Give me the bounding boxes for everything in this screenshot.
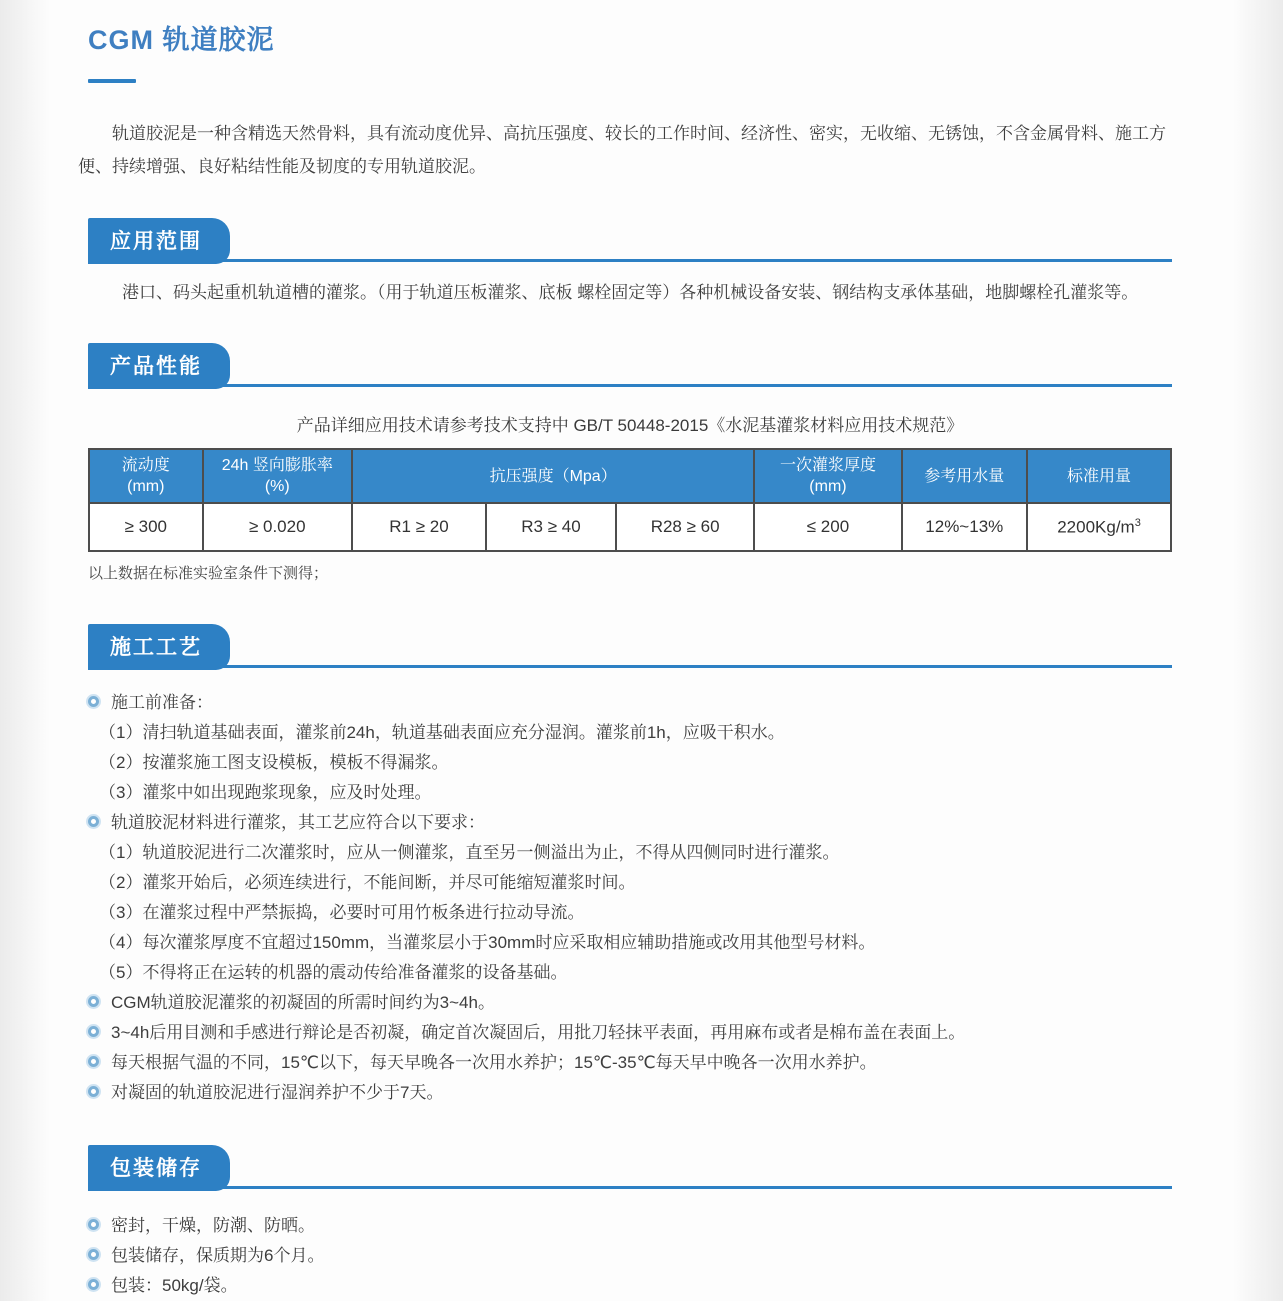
bulleted-list-item: [88, 808, 1172, 838]
table-data-cell: R1 ≥ 20: [352, 503, 486, 551]
section-tab-label: 施工工艺: [110, 636, 202, 659]
numbered-list-item: [88, 718, 1172, 748]
ring-bullet-icon: [88, 996, 99, 1007]
table-header-cell: 流动度 (mm): [89, 449, 203, 503]
ring-bullet-icon: [88, 696, 99, 707]
table-header-cell: 标准用量: [1027, 449, 1171, 503]
reference-note: 产品详细应用技术请参考技术支持中 GB/T 50448-2015《水泥基灌浆材料应用技术规范》: [296, 416, 964, 435]
packaging-storage-list: [88, 1211, 1172, 1301]
ring-bullet-icon: [88, 1086, 99, 1097]
table-data-cell: ≥ 0.020: [203, 503, 352, 551]
list-item-text: 包装：50kg/袋。: [111, 1276, 238, 1295]
bulleted-list-item: [88, 1018, 1172, 1048]
list-item-text: 包装储存，保质期为6个月。: [111, 1246, 325, 1265]
ring-bullet-icon: [88, 1056, 99, 1067]
numbered-list-item: [88, 928, 1172, 958]
intro-paragraph: 轨道胶泥是一种含精选天然骨料，具有流动度优异、高抗压强度、较长的工作时间、经济性、密实，无收缩、无锈蚀，不含金属骨料、施工方便、持续增强、良好粘结性能及韧度的专用轨道胶泥。: [78, 124, 1166, 176]
ring-bullet-icon: [88, 816, 99, 827]
table-data-cell: $2200Kg/m^3$: [1027, 503, 1171, 551]
section-tab-packaging: [88, 1145, 230, 1191]
table-data-cell: R3 ≥ 40: [486, 503, 616, 551]
section-tab-application: [88, 218, 230, 264]
section-tab-label: 产品性能: [110, 355, 202, 378]
list-item-text: （5）不得将正在运转的机器的震动传给准备灌浆的设备基础。: [99, 963, 568, 982]
application-body: 港口、码头起重机轨道槽的灌浆。（用于轨道压板灌浆、底板 螺栓固定等）各种机械设备安装、钢结构支承体基础，地脚螺栓孔灌浆等。: [122, 283, 1139, 302]
page-title: CGM 轨道胶泥: [88, 25, 275, 55]
section-tab-construction: [88, 624, 230, 670]
numbered-list-item: [88, 838, 1172, 868]
list-item-text: 密封，干燥，防潮、防晒。: [111, 1216, 315, 1235]
ring-bullet-icon: [88, 1219, 99, 1230]
list-item-text: 对凝固的轨道胶泥进行湿润养护不少于7天。: [111, 1083, 444, 1102]
table-header-cell: 抗压强度（Mpa）: [352, 449, 754, 503]
numbered-list-item: [88, 778, 1172, 808]
table-header-cell: 24h 竖向膨胀率 (%): [203, 449, 352, 503]
construction-steps-list: [88, 688, 1172, 1108]
list-item-text: （4）每次灌浆厚度不宜超过150mm，当灌浆层小于30mm时应采取相应辅助措施或改用其他型号材料。: [99, 933, 876, 952]
title-underline: [88, 79, 136, 83]
section-header-performance: [88, 348, 1172, 387]
list-item-text: 每天根据气温的不同，15℃以下，每天早晚各一次用水养护；15℃-35℃每天早中晚各一次用水养护。: [111, 1053, 877, 1072]
list-item-text: （2）灌浆开始后，必须连续进行，不能间断，并尽可能缩短灌浆时间。: [99, 873, 636, 892]
bulleted-list-item: [88, 1241, 1172, 1271]
list-item-text: （3）灌浆中如出现跑浆现象，应及时处理。: [99, 783, 432, 802]
bulleted-list-item: [88, 1078, 1172, 1108]
bulleted-list-item: [88, 1048, 1172, 1078]
section-header-application: [88, 223, 1172, 262]
table-header-cell: 参考用水量: [902, 449, 1028, 503]
ring-bullet-icon: [88, 1026, 99, 1037]
numbered-list-item: [88, 748, 1172, 778]
list-item-text: CGM轨道胶泥灌浆的初凝固的所需时间约为3~4h。: [111, 993, 495, 1012]
table-header-cell: 一次灌浆厚度 (mm): [754, 449, 901, 503]
section-tab-performance: [88, 343, 230, 389]
table-footnote: 以上数据在标准实验室条件下测得；: [88, 565, 329, 582]
list-item-text: （1）清扫轨道基础表面，灌浆前24h，轨道基础表面应充分湿润。灌浆前1h，应吸干积水。: [99, 723, 785, 742]
numbered-list-item: [88, 898, 1172, 928]
list-item-text: （2）按灌浆施工图支设模板，模板不得漏浆。: [99, 753, 449, 772]
bulleted-list-item: [88, 688, 1172, 718]
numbered-list-item: [88, 958, 1172, 988]
ring-bullet-icon: [88, 1279, 99, 1290]
performance-table-header-row: [89, 449, 1171, 503]
performance-table: [88, 448, 1172, 552]
document-page: [78, 0, 1172, 1301]
bulleted-list-item: [88, 988, 1172, 1018]
performance-table-data-row: [89, 503, 1171, 551]
section-tab-label: 包装储存: [110, 1157, 202, 1180]
table-data-cell: ≥ 300: [89, 503, 203, 551]
section-header-packaging: [88, 1150, 1172, 1189]
list-item-text: 施工前准备：: [111, 693, 213, 712]
table-data-cell: 12%~13%: [902, 503, 1028, 551]
table-data-cell: R28 ≥ 60: [616, 503, 754, 551]
bulleted-list-item: [88, 1271, 1172, 1301]
section-header-construction: [88, 629, 1172, 668]
numbered-list-item: [88, 868, 1172, 898]
ring-bullet-icon: [88, 1249, 99, 1260]
section-tab-label: 应用范围: [110, 230, 202, 253]
list-item-text: （1）轨道胶泥进行二次灌浆时，应从一侧灌浆，直至另一侧溢出为止，不得从四侧同时进行灌浆。: [99, 843, 840, 862]
table-data-cell: ≤ 200: [754, 503, 901, 551]
list-item-text: （3）在灌浆过程中严禁振捣，必要时可用竹板条进行拉动导流。: [99, 903, 585, 922]
bulleted-list-item: [88, 1211, 1172, 1241]
list-item-text: 3~4h后用目测和手感进行辩论是否初凝，确定首次凝固后，用批刀轻抹平表面，再用麻布或者是棉布盖在表面上。: [111, 1023, 966, 1042]
list-item-text: 轨道胶泥材料进行灌浆，其工艺应符合以下要求：: [111, 813, 485, 832]
